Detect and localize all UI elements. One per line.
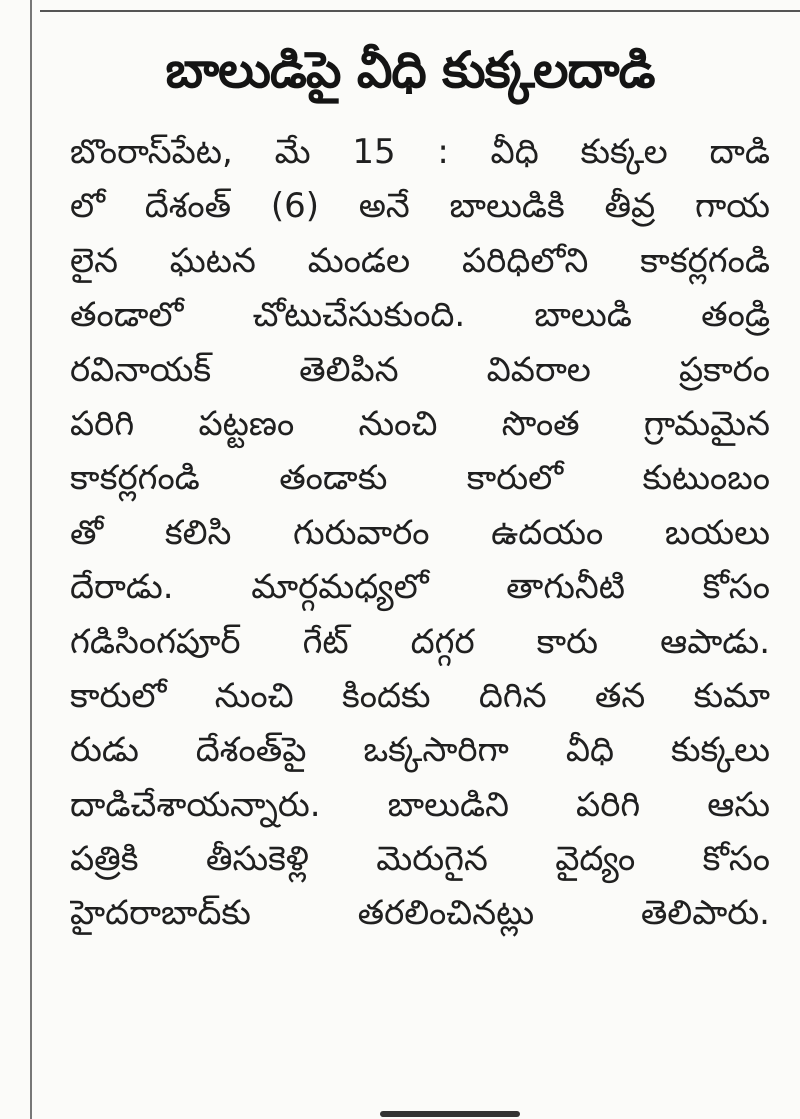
article-line: బొంరాస్‌పేట, మే 15 : వీధి కుక్కల దాడి: [70, 132, 770, 172]
article-line: పరిగి పట్టణం నుంచి సొంత గ్రామమైన: [70, 403, 770, 444]
article-line: హైదరాబాద్‌కు తరలించినట్లు తెలిపారు.: [70, 893, 770, 934]
cut-off-next-headline: [380, 1106, 560, 1119]
article-headline: బాలుడిపై వీధి కుక్కలదాడి: [165, 41, 655, 99]
article-line: రుడు దేశంత్‌పై ఒక్కసారిగా వీధి కుక్కలు: [70, 730, 770, 771]
article-line: రవినాయక్ తెలిపిన వివరాల ప్రకారం: [70, 349, 770, 390]
article-line: లో దేశంత్ (6) అనే బాలుడికి తీవ్ర గాయ: [70, 186, 770, 227]
article-line: పత్రికి తీసుకెళ్లి మెరుగైన వైద్యం కోసం: [70, 839, 770, 880]
article-line: దాడిచేశాయన్నారు. బాలుడిని పరిగి ఆసు: [70, 784, 770, 825]
article-line: కారులో నుంచి కిందకు దిగిన తన కుమా: [70, 675, 770, 716]
article-body: [70, 125, 770, 941]
column-divider-line: [30, 0, 32, 1119]
article-line: తో కలిసి గురువారం ఉదయం బయలు: [70, 512, 770, 553]
top-border-line: [40, 10, 800, 12]
article-line: గడిసింగపూర్ గేట్ దగ్గర కారు ఆపాడు.: [70, 621, 770, 662]
article-line: కాకర్లగండి తండాకు కారులో కుటుంబం: [70, 458, 770, 499]
article-line: లైన ఘటన మండల పరిధిలోని కాకర్లగండి: [70, 240, 770, 281]
article-line: దేరాడు. మార్గమధ్యలో తాగునీటి కోసం: [70, 567, 770, 608]
article-line: తండాలో చోటుచేసుకుంది. బాలుడి తండ్రి: [70, 295, 770, 336]
